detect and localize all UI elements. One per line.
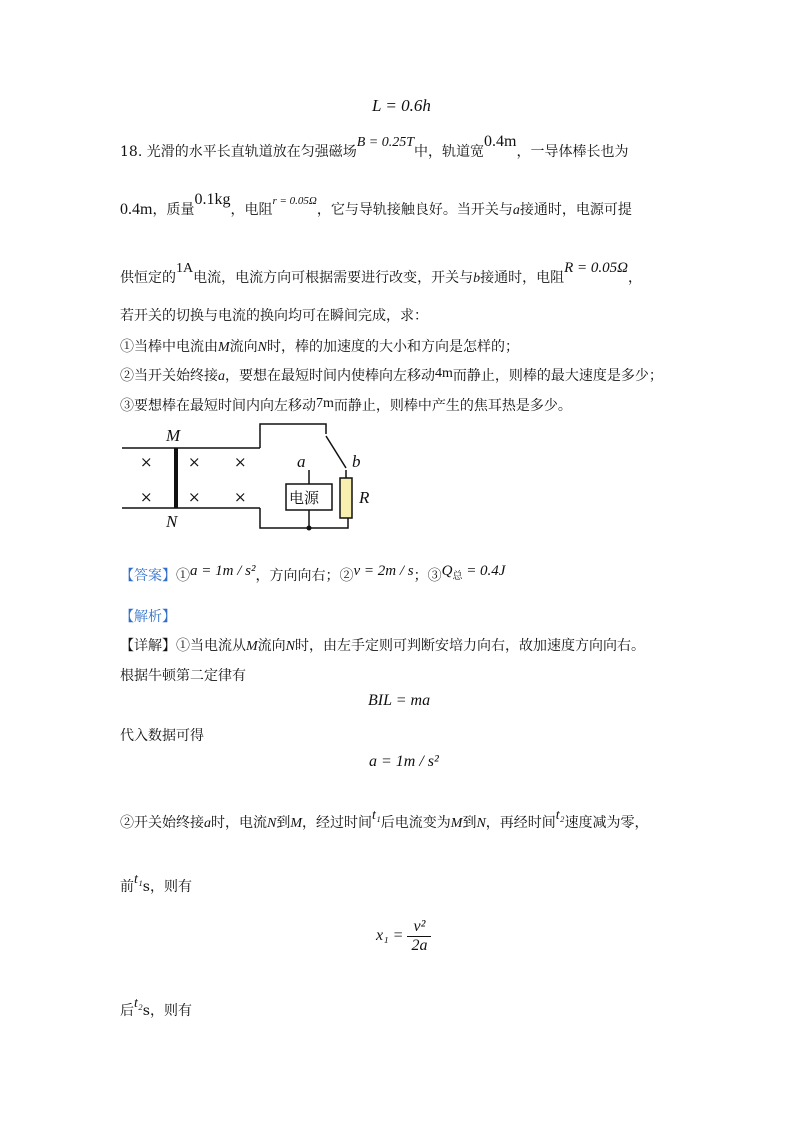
top-equation: L = 0.6h <box>372 96 431 115</box>
part-2-line <box>120 808 649 834</box>
answer-heat <box>441 563 506 582</box>
switch-blade <box>326 436 346 468</box>
switch-b-label: b <box>473 271 481 286</box>
label-n: N <box>285 639 296 654</box>
rod-mass: 0.1kg <box>194 191 231 208</box>
front-line <box>120 872 192 898</box>
field-cross: × <box>188 453 201 471</box>
detail-text: ①当电流从 <box>176 638 246 654</box>
problem-line-1 <box>120 133 629 163</box>
equation-x1-fraction <box>407 918 431 955</box>
question-text: 时，棒的加速度的大小和方向是怎样的； <box>267 339 520 355</box>
switch-a-label: a <box>218 369 225 384</box>
time-t1: t₁ <box>134 872 143 887</box>
heat-subscript: 总 <box>452 571 463 582</box>
front-text: 前 <box>120 879 134 895</box>
problem-text: 供恒定的 <box>120 270 176 286</box>
label-n: N <box>257 340 268 355</box>
label-n: N <box>267 816 277 831</box>
resistor-value: R = 0.05Ω <box>564 260 629 276</box>
question-text: 流向 <box>229 339 258 355</box>
track-width: 0.4m <box>484 133 517 150</box>
problem-line-3 <box>120 260 643 289</box>
answer-velocity: v = 2m / s <box>353 563 414 579</box>
question-text: ①当棒中电流由 <box>120 339 218 355</box>
answer-line <box>120 563 506 592</box>
current-value: 1A <box>176 261 194 276</box>
answer-acceleration: a = 1m / s² <box>190 563 256 579</box>
answer-tag: 【答案】 <box>120 568 176 584</box>
part-2-text: 后电流变为 <box>380 815 451 831</box>
back-text: s，则有 <box>142 1003 192 1019</box>
distance-value: 4m <box>435 366 453 381</box>
answer-text: ，方向向右；② <box>255 568 354 584</box>
problem-text: ，它与导轨接触良好。当开关与 <box>316 202 513 218</box>
field-cross: × <box>234 488 247 506</box>
newton-text: 根据牛顿第二定律有 <box>120 668 246 684</box>
label-m: M <box>450 816 463 831</box>
question-text: ，要想在最短时间内使棒向左移动 <box>225 368 435 384</box>
part-2-text: ，再经时间 <box>485 815 556 831</box>
top-wire <box>260 424 326 448</box>
problem-text: ，电阻 <box>230 202 273 218</box>
back-text: 后 <box>120 1003 134 1019</box>
time-t1: t₁ <box>372 808 381 823</box>
question-3 <box>120 396 572 417</box>
label-a: a <box>297 452 306 471</box>
problem-text: 电流，电流方向可根据需要进行改变，开关与 <box>193 270 474 286</box>
label-b: b <box>352 452 361 471</box>
detail-line <box>120 636 645 657</box>
equation-bil: BIL = ma <box>368 692 431 709</box>
part-2-text: 速度减为零， <box>564 815 649 831</box>
substitute-text: 代入数据可得 <box>120 728 204 744</box>
problem-text: ， <box>628 270 643 286</box>
equation-a: a = 1m / s² <box>369 753 439 770</box>
detail-text: 流向 <box>257 638 286 654</box>
rod-resistance: r = 0.05Ω <box>272 195 317 207</box>
bottom-wire <box>260 508 348 528</box>
field-b-value: B = 0.25T <box>356 135 415 150</box>
part-2-text: 时，电流 <box>211 815 267 831</box>
back-line <box>120 996 192 1022</box>
time-t2: t₂ <box>134 996 143 1011</box>
part-2-text: 到 <box>276 815 291 831</box>
field-cross: × <box>188 488 201 506</box>
switch-a-label: a <box>512 203 520 218</box>
heat-symbol: Q <box>441 563 453 579</box>
problem-text: 光滑的水平长直轨道放在匀强磁场 <box>146 144 357 160</box>
label-m: M <box>246 639 258 654</box>
detail-tag: 【详解】 <box>120 638 176 654</box>
field-cross: × <box>140 488 153 506</box>
question-text: ③要想棒在最短时间内向左移动 <box>120 398 316 414</box>
detail-text: 时，由左手定则可判断安培力向右，故加速度方向向右。 <box>295 638 646 654</box>
fraction-denominator: 2a <box>411 937 428 954</box>
field-cross: × <box>140 453 153 471</box>
question-text: 而静止，则棒的最大速度是多少； <box>452 368 663 384</box>
junction-dot <box>307 526 312 531</box>
label-n: N <box>166 512 178 531</box>
heat-value: = 0.4J <box>462 563 506 579</box>
problem-text: ，质量 <box>152 202 195 218</box>
part-2-text: ，经过时间 <box>302 815 373 831</box>
label-m: M <box>290 816 303 831</box>
problem-line-2 <box>120 191 632 221</box>
part-2-text: 到 <box>462 815 477 831</box>
problem-line-4: 若开关的切换与电流的换向均可在瞬间完成，求： <box>120 308 428 324</box>
problem-number: 18. <box>120 144 143 160</box>
label-m: M <box>166 426 181 445</box>
problem-text: 接通时，电阻 <box>480 270 565 286</box>
field-cross: × <box>234 453 247 471</box>
problem-text: 接通时，电源可提 <box>519 202 632 218</box>
question-text: 而静止，则棒中产生的焦耳热是多少。 <box>333 398 572 414</box>
label-n: N <box>476 816 486 831</box>
question-text: ②当开关始终接 <box>120 368 218 384</box>
problem-text: 中，轨道宽 <box>414 144 485 160</box>
answer-text: ；③ <box>413 568 442 584</box>
distance-value: 7m <box>316 396 334 411</box>
equation-x1-lhs: x₁ = <box>376 927 404 945</box>
time-t2: t₂ <box>555 808 565 823</box>
label-m: M <box>218 340 230 355</box>
switch-a-label: a <box>204 816 211 831</box>
power-source-label: 电源 <box>289 489 320 507</box>
equation-x1 <box>376 918 431 955</box>
rod-length: 0.4m <box>120 201 153 218</box>
fraction-numerator: v² <box>407 918 431 937</box>
part-2-text: ②开关始终接 <box>120 815 204 831</box>
problem-text: ，一导体棒长也为 <box>516 144 629 160</box>
analysis-tag: 【解析】 <box>120 609 176 625</box>
front-text: s，则有 <box>142 879 192 895</box>
question-1 <box>120 337 519 358</box>
circuit-diagram <box>118 418 378 538</box>
question-2 <box>120 366 663 387</box>
label-r: R <box>359 488 370 507</box>
resistor <box>340 478 352 518</box>
answer-text: ① <box>176 568 190 584</box>
